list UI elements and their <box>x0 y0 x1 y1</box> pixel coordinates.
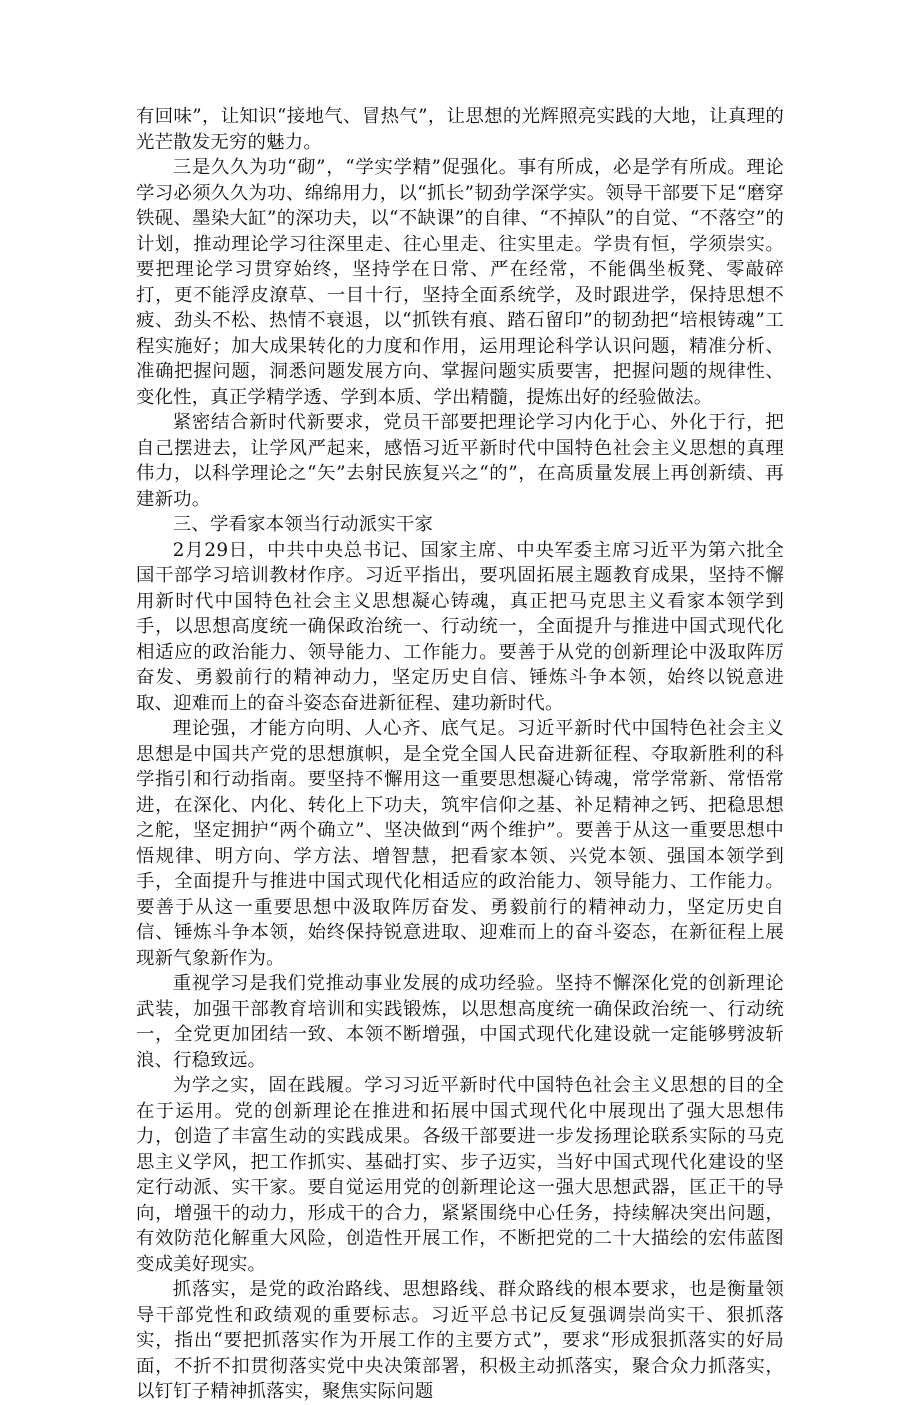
paragraph-practice: 为学之实，固在践履。学习习近平新时代中国特色社会主义思想的目的全在于运用。党的创新理论在推进和拓展中国式现代化中展现出了强大思想伟力，创造了丰富生动的实践成果。各级干部要进一步发扬理论联系实际的马克思主义学风，把工作抓实、基础打实、步子迈实，当好中国式现代化建设的坚定行动派、实干家。要自觉运用党的创新理论这一强大思想武器，匡正干的导向，增强干的动力，形成干的合力，紧紧围绕中心任务，持续解决突出问题，有效防范化解重大风险，创造性开展工作，不断把党的二十大描绘的宏伟蓝图变成美好现实。 <box>136 1075 784 1275</box>
paragraph-study-value: 重视学习是我们党推动事业发展的成功经验。坚持不懈深化党的创新理论武装，加强干部教育培训和实践锻炼，以思想高度统一确保政治统一、行动统一，全党更加团结一致、本领不断增强，中国式现代化建设就一定能够劈波斩浪、行稳致远。 <box>136 973 784 1071</box>
paragraph-theory-strong: 理论强，才能方向明、人心齐、底气足。习近平新时代中国特色社会主义思想是中国共产党的思想旗帜，是全党全国人民奋进新征程、夺取新胜利的科学指引和行动指南。要坚持不懈用这一重要思想凝心铸魂，常学常新、常悟常进，在深化、内化、转化上下功夫，筑牢信仰之基、补足精神之钙、把稳思想之舵，坚定拥护“两个确立”、坚决做到“两个维护”。要善于从这一重要思想中悟规律、明方向、学方法、增智慧，把看家本领、兴党本领、强国本领学到手，全面提升与推进中国式现代化相适应的政治能力、领导能力、工作能力。要善于从这一重要思想中汲取阵厉奋发、勇毅前行的精神动力，坚定历史自信、锤炼斗争本领，始终保持锐意进取、迎难而上的奋斗姿态，在新征程上展现新气象新作为。 <box>136 718 784 969</box>
paragraph-persistence: 三是久久为功“砌”，“学实学精”促强化。事有所成，必是学有所成。理论学习必须久久为功、绵绵用力，以“抓长”韧劲学深学实。领导干部要下足“磨穿铁砚、墨染大缸”的深功夫，以“不缺课”的自律、“不掉队”的自觉、“不落空”的计划，推动理论学习往深里走、往心里走、往实里走。学贵有恒，学须崇实。要把理论学习贯穿始终，坚持学在日常、严在经常，不能偶坐板凳、零敲碎打，更不能浮皮潦草、一目十行，坚持全面系统学，及时跟进学，保持思想不疲、劲头不松、热情不衰退，以“抓铁有痕、踏石留印”的韧劲把“培根铸魂”工程实施好；加大成果转化的力度和作用，运用理论科学认识问题，精准分析、准确把握问题，洞悉问题发展方向、掌握问题实质要害，把握问题的规律性、变化性，真正学精学透、学到本质、学出精髓，提炼出好的经验做法。 <box>136 157 784 408</box>
paragraph-feb-29: 2月29日，中共中央总书记、国家主席、中央军委主席习近平为第六批全国干部学习培训教材作序。习近平指出，要巩固拓展主题教育成果，坚持不懈用新时代中国特色社会主义思想凝心铸魂，真正把马克思主义看家本领学到手，以思想高度统一确保政治统一、行动统一，全面提升与推进中国式现代化相适应的政治能力、领导能力、工作能力。要善于从党的创新理论中汲取阵厉奋发、勇毅前行的精神动力，坚定历史自信、锤炼斗争本领，始终以锐意进取、迎难而上的奋斗姿态奋进新征程、建功新时代。 <box>136 539 784 714</box>
section-heading: 三、学看家本领当行动派实干家 <box>172 514 434 535</box>
document-body <box>136 104 784 1405</box>
paragraph-implementation: 抓落实，是党的政治路线、思想路线、群众路线的根本要求，也是衡量领导干部党性和政绩观的重要标志。习近平总书记反复强调崇尚实干、狠抓落实，指出“要把抓落实作为开展工作的主要方式”，要求“形成狠抓落实的好局面，不折不扣贯彻落实党中央决策部署，积极主动抓落实，聚合众力抓落实，以钉钉子精神抓落实，聚焦实际问题 <box>136 1279 784 1402</box>
paragraph-new-era: 紧密结合新时代新要求，党员干部要把理论学习内化于心、外化于行，把自己摆进去，让学风严起来，感悟习近平新时代中国特色社会主义思想的真理伟力，以科学理论之“矢”去射民族复兴之“的”，在高质量发展上再创新绩、再建新功。 <box>136 412 784 510</box>
paragraph-continuation: 有回味”，让知识“接地气、冒热气”，让思想的光辉照亮实践的大地，让真理的光芒散发无穷的魅力。 <box>136 106 784 153</box>
